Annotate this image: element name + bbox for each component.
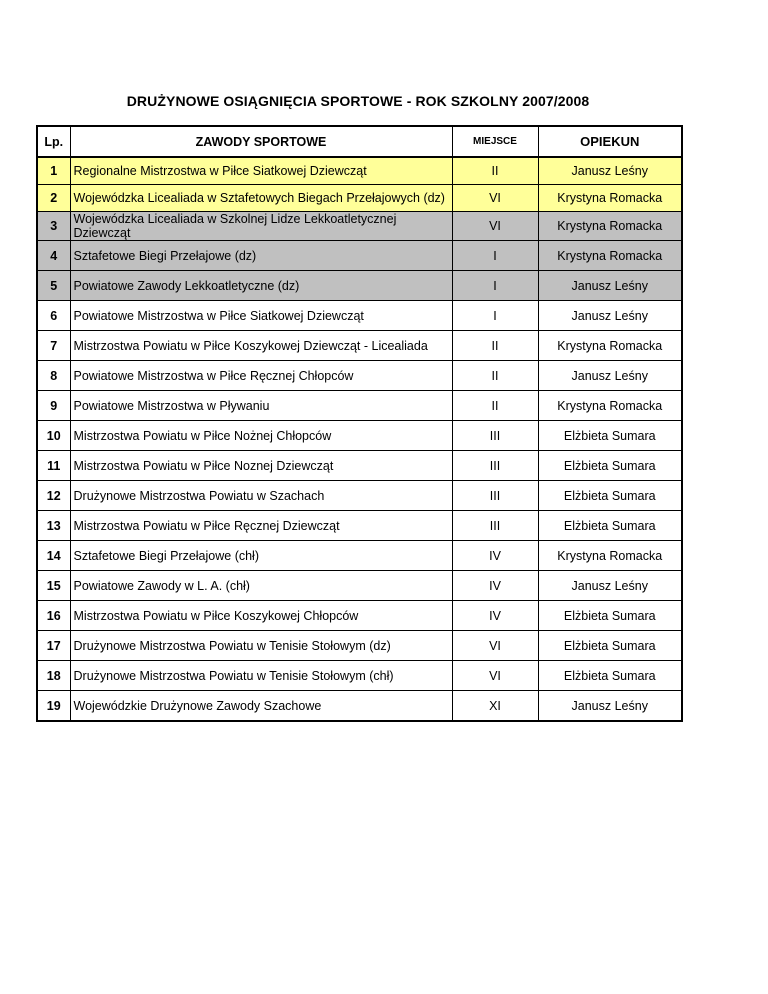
- table-row: [37, 571, 682, 601]
- event-place: I: [452, 301, 538, 331]
- event-name: Mistrzostwa Powiatu w Piłce Ręcznej Dziewcząt: [70, 511, 452, 541]
- table-row: [37, 271, 682, 301]
- row-number: 4: [37, 241, 70, 271]
- row-number: 10: [37, 421, 70, 451]
- event-place: VI: [452, 212, 538, 241]
- row-number: 14: [37, 541, 70, 571]
- event-name: Powiatowe Zawody Lekkoatletyczne (dz): [70, 271, 452, 301]
- table-row: [37, 691, 682, 722]
- event-coach: Janusz Leśny: [538, 691, 682, 722]
- event-place: VI: [452, 185, 538, 212]
- event-place: III: [452, 511, 538, 541]
- event-place: III: [452, 421, 538, 451]
- event-name: Wojewódzkie Drużynowe Zawody Szachowe: [70, 691, 452, 722]
- row-number: 7: [37, 331, 70, 361]
- event-coach: Krystyna Romacka: [538, 212, 682, 241]
- row-number: 3: [37, 212, 70, 241]
- row-number: 16: [37, 601, 70, 631]
- event-name: Drużynowe Mistrzostwa Powiatu w Szachach: [70, 481, 452, 511]
- row-number: 17: [37, 631, 70, 661]
- table-row: [37, 361, 682, 391]
- event-name: Regionalne Mistrzostwa w Piłce Siatkowej Dziewcząt: [70, 157, 452, 185]
- table-row: [37, 481, 682, 511]
- event-place: IV: [452, 571, 538, 601]
- event-place: XI: [452, 691, 538, 722]
- table-row: [37, 421, 682, 451]
- event-coach: Krystyna Romacka: [538, 541, 682, 571]
- event-coach: Janusz Leśny: [538, 361, 682, 391]
- table-row: [37, 157, 682, 185]
- row-number: 12: [37, 481, 70, 511]
- event-name: Mistrzostwa Powiatu w Piłce Koszykowej Dziewcząt - Licealiada: [70, 331, 452, 361]
- row-number: 11: [37, 451, 70, 481]
- header-place: MIEJSCE: [452, 126, 538, 157]
- event-coach: Elżbieta Sumara: [538, 451, 682, 481]
- table-row: [37, 241, 682, 271]
- header-coach: OPIEKUN: [538, 126, 682, 157]
- event-place: I: [452, 271, 538, 301]
- event-place: III: [452, 481, 538, 511]
- event-coach: Elżbieta Sumara: [538, 601, 682, 631]
- row-number: 13: [37, 511, 70, 541]
- event-place: II: [452, 331, 538, 361]
- table-row: [37, 301, 682, 331]
- table-row: [37, 541, 682, 571]
- event-place: IV: [452, 541, 538, 571]
- event-coach: Elżbieta Sumara: [538, 421, 682, 451]
- header-event: ZAWODY SPORTOWE: [70, 126, 452, 157]
- event-coach: Elżbieta Sumara: [538, 661, 682, 691]
- event-name: Sztafetowe Biegi Przełajowe (dz): [70, 241, 452, 271]
- event-coach: Krystyna Romacka: [538, 185, 682, 212]
- table-header-row: [37, 126, 682, 157]
- event-place: VI: [452, 631, 538, 661]
- event-name: Powiatowe Mistrzostwa w Piłce Ręcznej Chłopców: [70, 361, 452, 391]
- event-name: Sztafetowe Biegi Przełajowe (chł): [70, 541, 452, 571]
- event-coach: Elżbieta Sumara: [538, 511, 682, 541]
- event-coach: Krystyna Romacka: [538, 241, 682, 271]
- event-name: Powiatowe Zawody w L. A. (chł): [70, 571, 452, 601]
- table-row: [37, 331, 682, 361]
- row-number: 2: [37, 185, 70, 212]
- event-coach: Elżbieta Sumara: [538, 631, 682, 661]
- event-name: Mistrzostwa Powiatu w Piłce Koszykowej Chłopców: [70, 601, 452, 631]
- page-title: DRUŻYNOWE OSIĄGNIĘCIA SPORTOWE - ROK SZKOLNY 2007/2008: [126, 93, 590, 109]
- results-table: [36, 125, 683, 722]
- event-coach: Elżbieta Sumara: [538, 481, 682, 511]
- row-number: 1: [37, 157, 70, 185]
- event-place: II: [452, 157, 538, 185]
- header-lp: Lp.: [37, 126, 70, 157]
- event-coach: Janusz Leśny: [538, 157, 682, 185]
- event-place: I: [452, 241, 538, 271]
- event-place: IV: [452, 601, 538, 631]
- event-name: Wojewódzka Licealiada w Szkolnej Lidze Lekkoatletycznej Dziewcząt: [70, 212, 452, 241]
- event-name: Mistrzostwa Powiatu w Piłce Nożnej Chłopców: [70, 421, 452, 451]
- event-coach: Janusz Leśny: [538, 571, 682, 601]
- row-number: 18: [37, 661, 70, 691]
- event-place: II: [452, 391, 538, 421]
- table-row: [37, 601, 682, 631]
- row-number: 15: [37, 571, 70, 601]
- event-place: III: [452, 451, 538, 481]
- event-name: Powiatowe Mistrzostwa w Piłce Siatkowej Dziewcząt: [70, 301, 452, 331]
- table-row: [37, 391, 682, 421]
- table-row: [37, 212, 682, 241]
- table-row: [37, 185, 682, 212]
- event-place: II: [452, 361, 538, 391]
- event-name: Drużynowe Mistrzostwa Powiatu w Tenisie Stołowym (chł): [70, 661, 452, 691]
- row-number: 6: [37, 301, 70, 331]
- event-place: VI: [452, 661, 538, 691]
- row-number: 9: [37, 391, 70, 421]
- event-name: Drużynowe Mistrzostwa Powiatu w Tenisie Stołowym (dz): [70, 631, 452, 661]
- event-name: Wojewódzka Licealiada w Sztafetowych Biegach Przełajowych (dz): [70, 185, 452, 212]
- event-coach: Krystyna Romacka: [538, 391, 682, 421]
- row-number: 19: [37, 691, 70, 722]
- event-coach: Janusz Leśny: [538, 271, 682, 301]
- row-number: 8: [37, 361, 70, 391]
- table-row: [37, 631, 682, 661]
- table-row: [37, 661, 682, 691]
- table-row: [37, 451, 682, 481]
- row-number: 5: [37, 271, 70, 301]
- table-row: [37, 511, 682, 541]
- event-coach: Janusz Leśny: [538, 301, 682, 331]
- event-coach: Krystyna Romacka: [538, 331, 682, 361]
- event-name: Powiatowe Mistrzostwa w Pływaniu: [70, 391, 452, 421]
- event-name: Mistrzostwa Powiatu w Piłce Noznej Dziewcząt: [70, 451, 452, 481]
